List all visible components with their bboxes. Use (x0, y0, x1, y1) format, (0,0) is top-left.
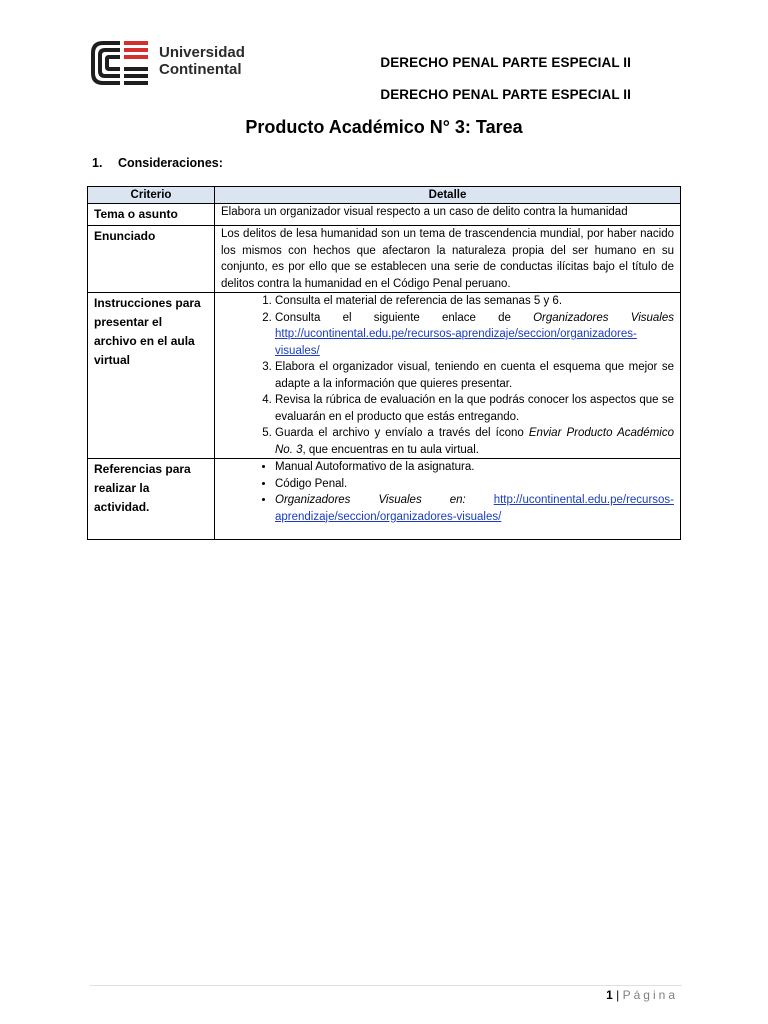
table-row (88, 204, 681, 226)
logo-text (159, 44, 245, 78)
section-number: 1. (92, 156, 103, 170)
row-detalle: Elabora un organizador visual respecto a un caso de delito contra la humanidad (215, 204, 681, 226)
table-row (88, 226, 681, 293)
page-label: Página (622, 988, 678, 1002)
row-detalle (215, 293, 681, 459)
section-label: Consideraciones: (118, 156, 223, 170)
page-number: 1 (606, 988, 613, 1002)
table-header-row (88, 187, 681, 204)
university-logo (91, 41, 261, 85)
row-criterio: Instrucciones para presentar el archivo en el aula virtual (88, 293, 215, 459)
course-title-1: DERECHO PENAL PARTE ESPECIAL II (380, 55, 631, 70)
references-list (221, 459, 674, 525)
list-item: 3. Elabora el organizador visual, teniendo en cuenta el esquema que mejor se adapte a la información que quieres presentar. (275, 359, 674, 392)
logo-line-2: Continental (159, 61, 242, 78)
header-criterio: Criterio (88, 187, 215, 204)
header-detalle: Detalle (215, 187, 681, 204)
list-item: • Organizadores Visuales en: http://ucontinental.edu.pe/recursos-aprendizaje/seccion/organizadores-visuales/ (275, 492, 674, 525)
row-criterio: Tema o asunto (88, 204, 215, 226)
section-heading (92, 156, 223, 170)
list-item: 1. Consulta el material de referencia de las semanas 5 y 6. (275, 293, 674, 310)
list-item: 4. Revisa la rúbrica de evaluación en la que podrás conocer los aspectos que se evaluarán en el producto que estás entregando. (275, 392, 674, 425)
logo-line-1: Universidad (159, 44, 245, 61)
list-item: • Código Penal. (275, 476, 674, 493)
list-item: • Manual Autoformativo de la asignatura. (275, 459, 674, 476)
page-footer (606, 988, 678, 1002)
table-row (88, 293, 681, 459)
row-detalle (215, 459, 681, 540)
organizadores-link[interactable]: http://ucontinental.edu.pe/recursos-aprendizaje/seccion/organizadores-visuales/ (275, 328, 637, 357)
footer-separator: | (616, 988, 620, 1002)
document-title: Producto Académico N° 3: Tarea (245, 117, 523, 137)
list-item: 5. Guarda el archivo y envíalo a través del ícono Enviar Producto Académico No. 3, que encuentras en tu aula virtual. (275, 425, 674, 458)
instructions-list (221, 293, 674, 458)
list-item: 2. Consulta el siguiente enlace de Organizadores Visuales http://ucontinental.edu.pe/recursos-aprendizaje/seccion/organizadores-visuales/ (275, 310, 674, 360)
row-criterio: Referencias para realizar la actividad. (88, 459, 215, 540)
organizadores-link[interactable]: http://ucontinental.edu.pe/recursos-aprendizaje/seccion/organizadores-visuales/ (275, 494, 674, 523)
course-title-2: DERECHO PENAL PARTE ESPECIAL II (380, 87, 631, 102)
row-criterio: Enunciado (88, 226, 215, 293)
logo-c-mark-icon (91, 41, 153, 85)
row-detalle: Los delitos de lesa humanidad son un tema de trascendencia mundial, por haber nacido los mismos con hechos que afectaron la naturaleza propia del ser humano en su conjunto, es por ello que se establecen una serie de conductas ilícitas bajo el título de delitos contra la humanidad en el Código Penal peruano. (215, 226, 681, 293)
considerations-table (87, 186, 681, 540)
footer-divider (90, 985, 682, 986)
table-row (88, 459, 681, 540)
